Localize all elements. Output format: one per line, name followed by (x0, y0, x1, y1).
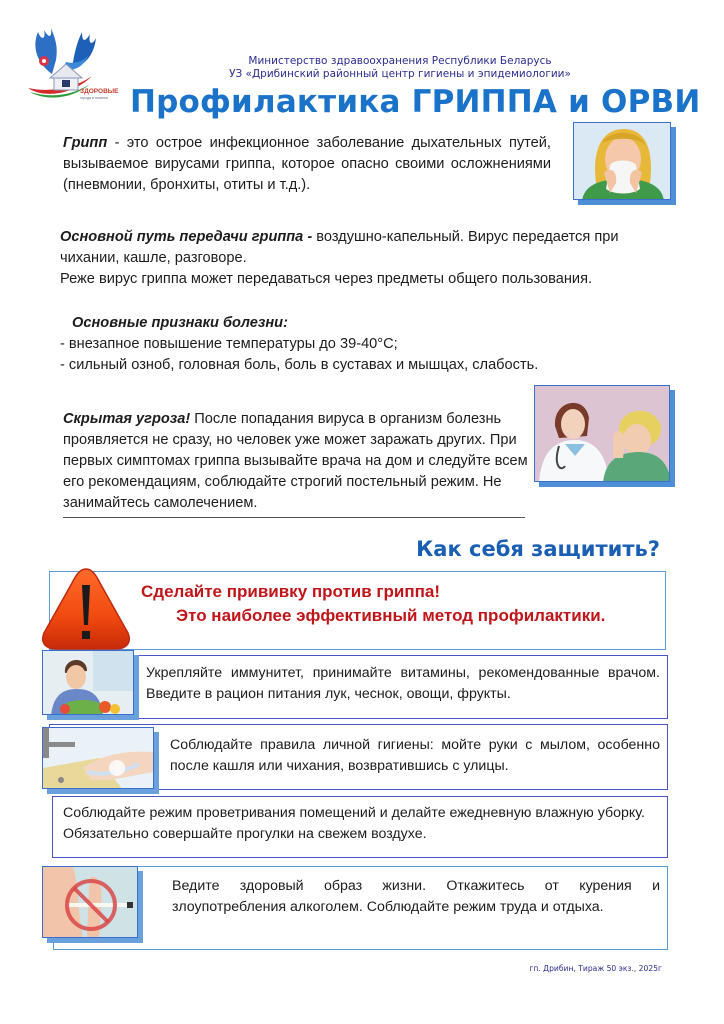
sneezing-woman-picture (573, 122, 671, 200)
transmission-text-2: Реже вирус гриппа может передаваться через предметы общего пользования. (60, 271, 593, 287)
vaccine-line-2: Это наиболее эффективный метод профилактики. (176, 606, 606, 625)
footer-imprint: гп. Дрибин, Тираж 50 экз., 2025г (529, 964, 662, 973)
tip-lifestyle-text: Ведите здоровый образ жизни. Откажитесь от курения и злоупотребления алкоголем. Соблюдайте режим труда и отдыха. (172, 878, 660, 915)
doctor-patient-icon (535, 386, 670, 482)
ministry-line-1: Министерство здравоохранения Республики Беларусь (248, 55, 552, 67)
flu-term: Грипп (63, 135, 108, 151)
hidden-threat-term: Скрытая угроза! (63, 411, 191, 427)
hidden-threat-paragraph (63, 409, 528, 514)
logo-icon (22, 26, 122, 104)
symptom-item: - сильный озноб, головная боль, боль в суставах и мышцах, слабость. (60, 357, 539, 373)
tip-ventilation-text: Соблюдайте режим проветривания помещений и делайте ежедневную влажную уборку. Обязательно совершайте прогулки на свежем воздухе. (63, 805, 645, 842)
doctor-patient-picture (534, 385, 670, 482)
no-smoking-picture (42, 866, 138, 938)
symptom-item: - внезапное повышение температуры до 39-40°С; (60, 336, 398, 352)
hidden-threat-text: После попадания вируса в организм болезнь проявляется не сразу, но человек уже может заражать других. При первых симптомах гриппа вызывайте врача на дом и следуйте всем его рекомендациям, соблюдайте строгий постельный режим. Не занимайтесь самолечением. (63, 411, 528, 511)
warning-icon (38, 565, 134, 652)
healthy-cities-logo (22, 26, 122, 104)
logo-label: ЗДОРОВЫЕ (80, 88, 119, 95)
tip-immunity-text: Укрепляйте иммунитет, принимайте витамины, рекомендованные врачом. Введите в рацион питания лук, чеснок, овощи, фрукты. (146, 665, 660, 702)
page-title: Профилактика ГРИППА и ОРВИ (130, 84, 701, 120)
transmission-text: воздушно-капельный. Вирус передается при чихании, кашле, разговоре. (60, 229, 619, 266)
no-smoking-icon (43, 867, 138, 938)
vaccine-message (141, 580, 661, 628)
flu-definition (63, 133, 551, 196)
hand-washing-picture (42, 727, 154, 789)
logo-sublabel: города и поселки (80, 96, 108, 100)
divider (63, 517, 525, 518)
transmission-paragraph (60, 227, 660, 290)
protect-section-title: Как себя защитить? (416, 537, 660, 561)
symptoms-section (60, 313, 620, 376)
vaccine-line-1: Сделайте прививку против гриппа! (141, 582, 441, 601)
sneezing-woman-icon (574, 123, 671, 200)
healthy-eating-icon (43, 651, 134, 715)
flu-definition-text: - это острое инфекционное заболевание дыхательных путей, вызываемое вирусами гриппа, которое опасно своими осложнениями (пневмонии, бронхиты, отиты и т.д.). (63, 135, 551, 193)
ministry-line-2: УЗ «Дрибинский районный центр гигиены и эпидемиологии» (229, 68, 571, 80)
hand-washing-icon (43, 728, 154, 789)
healthy-eating-picture (42, 650, 134, 715)
ministry-header (200, 55, 600, 81)
symptoms-title: Основные признаки болезни: (72, 315, 288, 331)
transmission-term: Основной путь передачи гриппа - (60, 229, 313, 245)
tip-hygiene-text: Соблюдайте правила личной гигиены: мойте руки с мылом, особенно после кашля или чихания, возвратившись с улицы. (170, 737, 660, 774)
